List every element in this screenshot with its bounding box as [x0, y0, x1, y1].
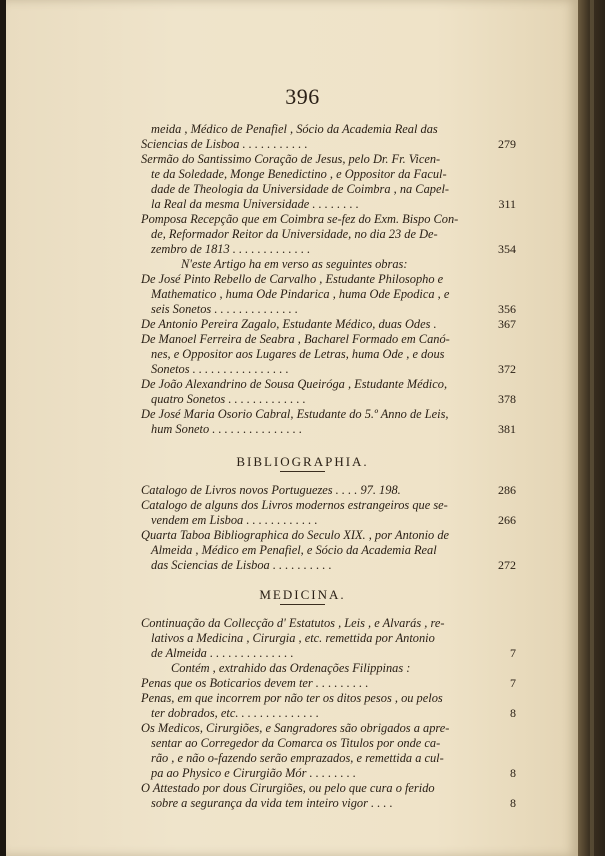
page-ref: 272: [498, 558, 516, 572]
page-ref: 8: [510, 766, 516, 780]
entry-line: De João Alexandrino de Sousa Queiróga , Estudante Médico,: [141, 377, 448, 391]
entry-line: meida , Médico de Penafiel , Sócio da Academia Real das: [151, 122, 438, 136]
entry-line: das Sciencias de Lisboa . . . . . . . . . .: [151, 558, 332, 572]
entry-line: Almeida , Médico em Penafiel, e Sócio da Academia Real: [151, 543, 437, 557]
entry-line: te da Soledade, Monge Benedictino , e Oppositor da Facul-: [151, 167, 447, 181]
entry-line: O Attestado por dous Cirurgiões, ou pelo que cura o ferido: [141, 781, 435, 795]
section-heading-bibliographia: BIBLIOGRAPHIA.: [236, 454, 369, 469]
page-ref: 286: [498, 483, 516, 497]
entry-line: Continuação da Collecção d' Estatutos , Leis , e Alvarás , re-: [141, 616, 445, 630]
entry-line: De José Pinto Rebello de Carvalho , Estudante Philosopho e: [141, 272, 444, 286]
entry-line: De Manoel Ferreira de Seabra , Bacharel Formado em Canó-: [141, 332, 450, 346]
entry-line: De José Maria Osorio Cabral, Estudante do 5.º Anno de Leis,: [141, 407, 449, 421]
page-number: 396: [285, 84, 320, 109]
entry-line: Pomposa Recepção que em Coimbra se-fez do Exm. Bispo Con-: [141, 212, 459, 226]
entry-line: la Real da mesma Universidade . . . . . . . .: [151, 197, 359, 211]
page-ref: 356: [498, 302, 516, 316]
entry-line: Penas, em que incorrem por não ter os ditos pesos , ou pelos: [141, 691, 443, 705]
entry-line: nes, e Oppositor aos Lugares de Letras, huma Ode , e dous: [151, 347, 445, 361]
entry-line: Sermão do Santissimo Coração de Jesus, pelo Dr. Fr. Vicen-: [141, 152, 441, 166]
entry-line: quatro Sonetos . . . . . . . . . . . . .: [151, 392, 306, 406]
entry-line: pa ao Physico e Cirurgião Mór . . . . . . . .: [151, 766, 357, 780]
page-ref: 8: [510, 796, 516, 810]
page-ref: 381: [498, 422, 516, 436]
page-ref: 367: [498, 317, 516, 331]
entry-line: De Antonio Pereira Zagalo, Estudante Médico, duas Odes .: [141, 317, 437, 331]
entry-line: rão , e não o-fazendo serão emprazados, e remettida a cul-: [151, 751, 444, 765]
entry-line: N'este Artigo ha em verso as seguintes obras:: [181, 257, 408, 271]
page-ref: 354: [498, 242, 516, 256]
entry-line: ter dobrados, etc. . . . . . . . . . . . . .: [151, 706, 319, 720]
entry-line: lativos a Medicina , Cirurgia , etc. remettida por Antonio: [151, 631, 435, 645]
entry-line: Penas que os Boticarios devem ter . . . . . . . . .: [141, 676, 369, 690]
entry-line: sobre a segurança da vida tem inteiro vigor . . . .: [151, 796, 393, 810]
heading-rule: [280, 471, 325, 472]
page-ref: 8: [510, 706, 516, 720]
entry-line: zembro de 1813 . . . . . . . . . . . . .: [151, 242, 311, 256]
entry-line: sentar ao Corregedor da Comarca os Titulos por onde ca-: [151, 736, 441, 750]
section-heading-medicina: MEDICINA.: [259, 587, 346, 602]
entry-line: Os Medicos, Cirurgiões, e Sangradores são obrigados a apre-: [141, 721, 450, 735]
entry-line: Sonetos . . . . . . . . . . . . . . . .: [151, 362, 289, 376]
entry-line: de, Reformador Reitor da Universidade, no dia 23 de De-: [151, 227, 438, 241]
entry-line: Contém , extrahido das Ordenações Filippinas :: [171, 661, 411, 675]
entry-line: hum Soneto . . . . . . . . . . . . . . .: [151, 422, 303, 436]
heading-rule: [280, 604, 325, 605]
entry-line: Mathematico , huma Ode Pindarica , huma Ode Epodica , e: [151, 287, 450, 301]
entry-line: Catalogo de alguns dos Livros modernos estrangeiros que se-: [141, 498, 448, 512]
entry-line: Sciencias de Lisboa . . . . . . . . . . .: [141, 137, 308, 151]
page-ref: 378: [498, 392, 516, 406]
page-ref: 372: [498, 362, 516, 376]
page-ref: 311: [498, 197, 516, 211]
entry-line: dade de Theologia da Universidade de Coimbra , na Capel-: [151, 182, 450, 196]
entry-line: vendem em Lisboa . . . . . . . . . . . .: [151, 513, 318, 527]
entry-line: Catalogo de Livros novos Portuguezes . . . . 97. 198.: [141, 483, 401, 497]
page-ref: 7: [510, 676, 516, 690]
page-ref: 7: [510, 646, 516, 660]
entry-line: seis Sonetos . . . . . . . . . . . . . .: [151, 302, 298, 316]
entry-line: Quarta Taboa Bibliographica do Seculo XIX. , por Antonio de: [141, 528, 450, 542]
page-ref: 279: [498, 137, 516, 151]
entry-line: de Almeida . . . . . . . . . . . . . .: [151, 646, 294, 660]
page-ref: 266: [498, 513, 516, 527]
